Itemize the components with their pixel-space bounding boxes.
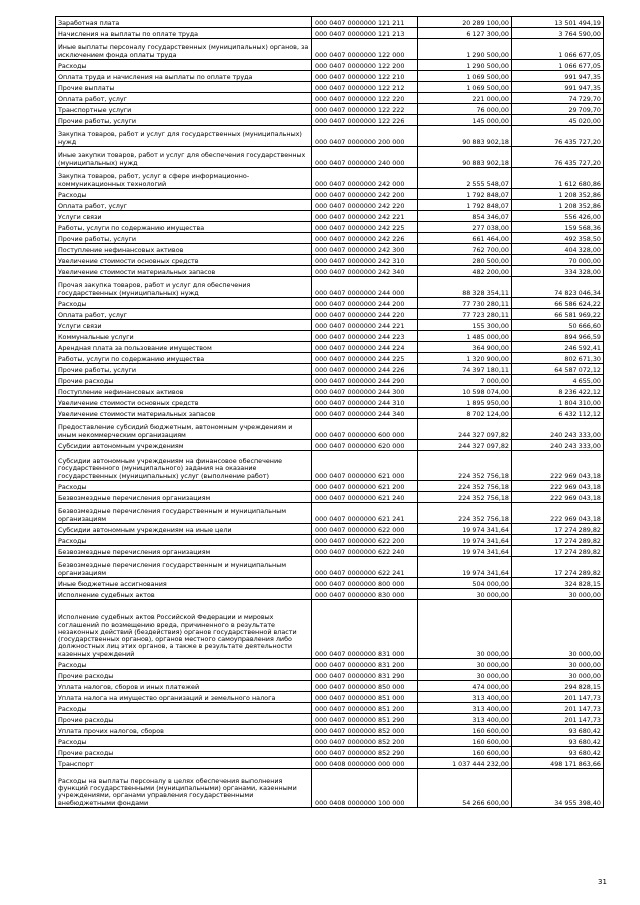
row-name: Уплата прочих налогов, сборов bbox=[56, 725, 312, 736]
row-executed-amount: 66 586 624,22 bbox=[512, 298, 604, 309]
row-plan-amount: 1 290 500,00 bbox=[418, 60, 512, 71]
row-name: Иные выплаты персоналу государственных (муниципальных) органов, за исключением фонда оплаты труда bbox=[56, 39, 312, 60]
row-executed-amount: 1 804 310,00 bbox=[512, 397, 604, 408]
row-name: Иные бюджетные ассигнования bbox=[56, 578, 312, 589]
row-code: 000 0407 0000000 244 220 bbox=[312, 309, 418, 320]
table-row bbox=[56, 222, 604, 233]
row-plan-amount: 221 000,00 bbox=[418, 93, 512, 104]
row-executed-amount: 324 828,15 bbox=[512, 578, 604, 589]
row-code: 000 0407 0000000 244 290 bbox=[312, 375, 418, 386]
row-code: 000 0407 0000000 244 225 bbox=[312, 353, 418, 364]
row-executed-amount: 29 709,70 bbox=[512, 104, 604, 115]
table-row bbox=[56, 703, 604, 714]
row-code: 000 0407 0000000 831 290 bbox=[312, 670, 418, 681]
row-code: 000 0407 0000000 244 340 bbox=[312, 408, 418, 419]
table-row bbox=[56, 298, 604, 309]
table-row bbox=[56, 82, 604, 93]
table-row bbox=[56, 714, 604, 725]
row-plan-amount: 762 700,00 bbox=[418, 244, 512, 255]
page-number: 31 bbox=[598, 878, 607, 886]
row-code: 000 0407 0000000 242 200 bbox=[312, 189, 418, 200]
row-code: 000 0407 0000000 242 220 bbox=[312, 200, 418, 211]
row-code: 000 0407 0000000 831 000 bbox=[312, 600, 418, 659]
table-row bbox=[56, 578, 604, 589]
row-executed-amount: 93 680,42 bbox=[512, 725, 604, 736]
table-row bbox=[56, 277, 604, 298]
row-executed-amount: 240 243 333,00 bbox=[512, 440, 604, 451]
table-row bbox=[56, 71, 604, 82]
row-code: 000 0407 0000000 244 226 bbox=[312, 364, 418, 375]
row-code: 000 0407 0000000 621 000 bbox=[312, 451, 418, 481]
row-name: Прочие расходы bbox=[56, 670, 312, 681]
row-code: 000 0407 0000000 244 200 bbox=[312, 298, 418, 309]
row-executed-amount: 93 680,42 bbox=[512, 747, 604, 758]
row-plan-amount: 6 127 300,00 bbox=[418, 28, 512, 39]
table-row bbox=[56, 104, 604, 115]
row-name: Безвозмездные перечисления государственным и муниципальным организациям bbox=[56, 557, 312, 578]
table-row bbox=[56, 17, 604, 28]
table-row bbox=[56, 589, 604, 600]
table-row bbox=[56, 309, 604, 320]
row-code: 000 0407 0000000 242 300 bbox=[312, 244, 418, 255]
row-plan-amount: 10 598 074,00 bbox=[418, 386, 512, 397]
row-executed-amount: 17 274 289,82 bbox=[512, 546, 604, 557]
row-code: 000 0407 0000000 122 226 bbox=[312, 115, 418, 126]
row-code: 000 0407 0000000 244 223 bbox=[312, 331, 418, 342]
table-row bbox=[56, 147, 604, 168]
row-executed-amount: 201 147,73 bbox=[512, 692, 604, 703]
row-plan-amount: 1 792 848,07 bbox=[418, 200, 512, 211]
row-plan-amount: 1 290 500,00 bbox=[418, 39, 512, 60]
row-plan-amount: 313 400,00 bbox=[418, 692, 512, 703]
row-plan-amount: 160 600,00 bbox=[418, 725, 512, 736]
row-executed-amount: 222 969 043,18 bbox=[512, 503, 604, 524]
row-name: Прочие расходы bbox=[56, 714, 312, 725]
table-row bbox=[56, 535, 604, 546]
row-code: 000 0407 0000000 242 226 bbox=[312, 233, 418, 244]
row-name: Исполнение судебных актов Российской Федерации и мировых соглашений по возмещению вреда, причиненного в результате незаконных действий (бездействия) органов государственной власти (государственных органов), органов местного самоуправления либо должностных лиц этих органов, а также в результате деятельности казенных учреждений bbox=[56, 600, 312, 659]
table-row bbox=[56, 524, 604, 535]
row-plan-amount: 224 352 756,18 bbox=[418, 492, 512, 503]
row-name: Расходы bbox=[56, 189, 312, 200]
table-row bbox=[56, 769, 604, 808]
row-executed-amount: 93 680,42 bbox=[512, 736, 604, 747]
table-row bbox=[56, 244, 604, 255]
table-row bbox=[56, 364, 604, 375]
table-row bbox=[56, 353, 604, 364]
row-executed-amount: 74 729,70 bbox=[512, 93, 604, 104]
row-executed-amount: 76 435 727,20 bbox=[512, 147, 604, 168]
table-row bbox=[56, 736, 604, 747]
table-row bbox=[56, 681, 604, 692]
row-name: Увеличение стоимости основных средств bbox=[56, 255, 312, 266]
row-code: 000 0407 0000000 851 000 bbox=[312, 692, 418, 703]
row-name: Субсидии автономным учреждениям bbox=[56, 440, 312, 451]
row-executed-amount: 1 066 677,05 bbox=[512, 60, 604, 71]
row-executed-amount: 76 435 727,20 bbox=[512, 126, 604, 147]
row-name: Уплата налогов, сборов и иных платежей bbox=[56, 681, 312, 692]
row-name: Услуги связи bbox=[56, 211, 312, 222]
row-plan-amount: 854 346,07 bbox=[418, 211, 512, 222]
row-executed-amount: 17 274 289,82 bbox=[512, 524, 604, 535]
row-plan-amount: 19 974 341,64 bbox=[418, 557, 512, 578]
row-executed-amount: 70 000,00 bbox=[512, 255, 604, 266]
row-executed-amount: 66 581 969,22 bbox=[512, 309, 604, 320]
row-executed-amount: 201 147,73 bbox=[512, 703, 604, 714]
row-plan-amount: 19 974 341,64 bbox=[418, 524, 512, 535]
row-plan-amount: 76 000,00 bbox=[418, 104, 512, 115]
row-code: 000 0407 0000000 852 000 bbox=[312, 725, 418, 736]
row-name: Расходы bbox=[56, 535, 312, 546]
row-code: 000 0407 0000000 620 000 bbox=[312, 440, 418, 451]
row-code: 000 0407 0000000 242 310 bbox=[312, 255, 418, 266]
row-plan-amount: 474 000,00 bbox=[418, 681, 512, 692]
row-name: Увеличение стоимости основных средств bbox=[56, 397, 312, 408]
row-name: Расходы bbox=[56, 60, 312, 71]
row-executed-amount: 17 274 289,82 bbox=[512, 557, 604, 578]
row-name: Работы, услуги по содержанию имущества bbox=[56, 353, 312, 364]
table-row bbox=[56, 440, 604, 451]
row-name: Оплата работ, услуг bbox=[56, 93, 312, 104]
row-executed-amount: 404 328,00 bbox=[512, 244, 604, 255]
row-name: Увеличение стоимости материальных запасов bbox=[56, 266, 312, 277]
row-executed-amount: 3 764 590,00 bbox=[512, 28, 604, 39]
row-plan-amount: 504 000,00 bbox=[418, 578, 512, 589]
row-plan-amount: 19 974 341,64 bbox=[418, 546, 512, 557]
row-name: Прочие расходы bbox=[56, 747, 312, 758]
row-executed-amount: 30 000,00 bbox=[512, 600, 604, 659]
row-name: Оплата работ, услуг bbox=[56, 309, 312, 320]
row-plan-amount: 1 069 500,00 bbox=[418, 71, 512, 82]
row-code: 000 0407 0000000 242 221 bbox=[312, 211, 418, 222]
table-row bbox=[56, 386, 604, 397]
row-plan-amount: 90 883 902,18 bbox=[418, 126, 512, 147]
row-executed-amount: 13 501 494,19 bbox=[512, 17, 604, 28]
row-code: 000 0407 0000000 622 241 bbox=[312, 557, 418, 578]
row-code: 000 0407 0000000 831 200 bbox=[312, 659, 418, 670]
row-code: 000 0407 0000000 622 200 bbox=[312, 535, 418, 546]
row-code: 000 0407 0000000 851 200 bbox=[312, 703, 418, 714]
table-row bbox=[56, 189, 604, 200]
row-name: Оплата труда и начисления на выплаты по оплате труда bbox=[56, 71, 312, 82]
row-code: 000 0407 0000000 244 310 bbox=[312, 397, 418, 408]
row-plan-amount: 160 600,00 bbox=[418, 736, 512, 747]
row-code: 000 0407 0000000 242 340 bbox=[312, 266, 418, 277]
row-plan-amount: 77 723 280,11 bbox=[418, 309, 512, 320]
row-plan-amount: 30 000,00 bbox=[418, 600, 512, 659]
row-code: 000 0407 0000000 850 000 bbox=[312, 681, 418, 692]
table-row bbox=[56, 320, 604, 331]
row-plan-amount: 20 289 100,00 bbox=[418, 17, 512, 28]
row-executed-amount: 991 947,35 bbox=[512, 82, 604, 93]
row-executed-amount: 17 274 289,82 bbox=[512, 535, 604, 546]
row-name: Субсидии автономным учреждениям на иные цели bbox=[56, 524, 312, 535]
table-row bbox=[56, 115, 604, 126]
row-executed-amount: 1 208 352,86 bbox=[512, 189, 604, 200]
row-name: Расходы bbox=[56, 481, 312, 492]
row-executed-amount: 222 969 043,18 bbox=[512, 492, 604, 503]
row-executed-amount: 30 000,00 bbox=[512, 670, 604, 681]
row-code: 000 0407 0000000 122 210 bbox=[312, 71, 418, 82]
row-name: Субсидии автономным учреждениям на финансовое обеспечение государственного (муниципального) задания на оказание государственных (муниципальных) услуг (выполнение работ) bbox=[56, 451, 312, 481]
budget-table bbox=[55, 16, 604, 808]
table-row bbox=[56, 659, 604, 670]
row-executed-amount: 246 592,41 bbox=[512, 342, 604, 353]
row-code: 000 0407 0000000 621 240 bbox=[312, 492, 418, 503]
row-code: 000 0407 0000000 621 200 bbox=[312, 481, 418, 492]
table-row bbox=[56, 266, 604, 277]
row-code: 000 0407 0000000 200 000 bbox=[312, 126, 418, 147]
row-name: Транспорт bbox=[56, 758, 312, 769]
row-executed-amount: 492 358,50 bbox=[512, 233, 604, 244]
row-executed-amount: 498 171 863,66 bbox=[512, 758, 604, 769]
row-name: Услуги связи bbox=[56, 320, 312, 331]
row-executed-amount: 201 147,73 bbox=[512, 714, 604, 725]
row-plan-amount: 277 038,00 bbox=[418, 222, 512, 233]
row-code: 000 0407 0000000 121 213 bbox=[312, 28, 418, 39]
row-plan-amount: 482 200,00 bbox=[418, 266, 512, 277]
row-name: Безвозмездные перечисления организациям bbox=[56, 546, 312, 557]
row-executed-amount: 1 208 352,86 bbox=[512, 200, 604, 211]
row-name: Прочие работы, услуги bbox=[56, 364, 312, 375]
row-name: Прочие работы, услуги bbox=[56, 115, 312, 126]
table-row bbox=[56, 692, 604, 703]
row-name: Безвозмездные перечисления государственным и муниципальным организациям bbox=[56, 503, 312, 524]
row-name: Прочие работы, услуги bbox=[56, 233, 312, 244]
row-plan-amount: 54 266 600,00 bbox=[418, 769, 512, 808]
row-name: Расходы bbox=[56, 736, 312, 747]
row-executed-amount: 222 969 043,18 bbox=[512, 451, 604, 481]
row-code: 000 0407 0000000 122 220 bbox=[312, 93, 418, 104]
row-plan-amount: 364 900,00 bbox=[418, 342, 512, 353]
row-code: 000 0407 0000000 242 225 bbox=[312, 222, 418, 233]
table-row bbox=[56, 168, 604, 189]
row-plan-amount: 8 702 124,00 bbox=[418, 408, 512, 419]
row-executed-amount: 1 066 677,05 bbox=[512, 39, 604, 60]
row-executed-amount: 45 020,00 bbox=[512, 115, 604, 126]
table-row bbox=[56, 211, 604, 222]
row-executed-amount: 240 243 333,00 bbox=[512, 419, 604, 440]
row-code: 000 0407 0000000 852 290 bbox=[312, 747, 418, 758]
row-plan-amount: 77 730 280,11 bbox=[418, 298, 512, 309]
row-plan-amount: 280 500,00 bbox=[418, 255, 512, 266]
row-code: 000 0407 0000000 622 240 bbox=[312, 546, 418, 557]
row-name: Закупка товаров, работ, услуг в сфере информационно-коммуникационных технологий bbox=[56, 168, 312, 189]
row-name: Расходы на выплаты персоналу в целях обеспечения выполнения функций государственными (муниципальными) органами, казенными учреждениями, органами управления государственными внебюджетными фондами bbox=[56, 769, 312, 808]
row-code: 000 0407 0000000 244 224 bbox=[312, 342, 418, 353]
row-code: 000 0407 0000000 244 000 bbox=[312, 277, 418, 298]
row-plan-amount: 313 400,00 bbox=[418, 714, 512, 725]
row-plan-amount: 1 069 500,00 bbox=[418, 82, 512, 93]
table-row bbox=[56, 39, 604, 60]
row-executed-amount: 4 655,00 bbox=[512, 375, 604, 386]
row-plan-amount: 145 000,00 bbox=[418, 115, 512, 126]
table-row bbox=[56, 546, 604, 557]
budget-table-body bbox=[56, 17, 604, 808]
row-plan-amount: 30 000,00 bbox=[418, 589, 512, 600]
row-plan-amount: 661 464,00 bbox=[418, 233, 512, 244]
row-name: Увеличение стоимости материальных запасов bbox=[56, 408, 312, 419]
row-executed-amount: 6 432 112,12 bbox=[512, 408, 604, 419]
row-name: Расходы bbox=[56, 298, 312, 309]
row-plan-amount: 1 895 950,00 bbox=[418, 397, 512, 408]
row-code: 000 0407 0000000 122 212 bbox=[312, 82, 418, 93]
row-executed-amount: 991 947,35 bbox=[512, 71, 604, 82]
row-name: Иные закупки товаров, работ и услуг для обеспечения государственных (муниципальных) нужд bbox=[56, 147, 312, 168]
row-name: Арендная плата за пользование имуществом bbox=[56, 342, 312, 353]
row-plan-amount: 224 352 756,18 bbox=[418, 451, 512, 481]
row-executed-amount: 334 328,00 bbox=[512, 266, 604, 277]
row-code: 000 0407 0000000 122 200 bbox=[312, 60, 418, 71]
table-row bbox=[56, 60, 604, 71]
row-executed-amount: 30 000,00 bbox=[512, 589, 604, 600]
row-name: Начисления на выплаты по оплате труда bbox=[56, 28, 312, 39]
row-plan-amount: 1 792 848,07 bbox=[418, 189, 512, 200]
row-plan-amount: 313 400,00 bbox=[418, 703, 512, 714]
row-plan-amount: 244 327 097,82 bbox=[418, 419, 512, 440]
row-code: 000 0407 0000000 121 211 bbox=[312, 17, 418, 28]
row-name: Безвозмездные перечисления организациям bbox=[56, 492, 312, 503]
row-code: 000 0407 0000000 244 300 bbox=[312, 386, 418, 397]
table-row bbox=[56, 126, 604, 147]
table-row bbox=[56, 451, 604, 481]
table-row bbox=[56, 200, 604, 211]
table-row bbox=[56, 342, 604, 353]
row-name: Коммунальные услуги bbox=[56, 331, 312, 342]
row-plan-amount: 30 000,00 bbox=[418, 659, 512, 670]
table-row bbox=[56, 481, 604, 492]
table-row bbox=[56, 93, 604, 104]
row-plan-amount: 19 974 341,64 bbox=[418, 535, 512, 546]
row-code: 000 0407 0000000 800 000 bbox=[312, 578, 418, 589]
row-plan-amount: 74 397 180,11 bbox=[418, 364, 512, 375]
row-plan-amount: 155 300,00 bbox=[418, 320, 512, 331]
row-executed-amount: 222 969 043,18 bbox=[512, 481, 604, 492]
row-executed-amount: 802 671,30 bbox=[512, 353, 604, 364]
row-name: Закупка товаров, работ и услуг для государственных (муниципальных) нужд bbox=[56, 126, 312, 147]
row-executed-amount: 30 000,00 bbox=[512, 659, 604, 670]
row-plan-amount: 160 600,00 bbox=[418, 747, 512, 758]
row-executed-amount: 556 426,00 bbox=[512, 211, 604, 222]
row-name: Уплата налога на имущество организаций и земельного налога bbox=[56, 692, 312, 703]
row-code: 000 0407 0000000 244 221 bbox=[312, 320, 418, 331]
row-plan-amount: 30 000,00 bbox=[418, 670, 512, 681]
row-name: Прочая закупка товаров, работ и услуг для обеспечения государственных (муниципальных) нужд bbox=[56, 277, 312, 298]
table-row bbox=[56, 492, 604, 503]
row-name: Прочие выплаты bbox=[56, 82, 312, 93]
row-executed-amount: 34 955 398,40 bbox=[512, 769, 604, 808]
table-row bbox=[56, 747, 604, 758]
row-plan-amount: 1 320 900,00 bbox=[418, 353, 512, 364]
row-executed-amount: 74 823 046,34 bbox=[512, 277, 604, 298]
table-row bbox=[56, 331, 604, 342]
table-row bbox=[56, 557, 604, 578]
row-code: 000 0407 0000000 621 241 bbox=[312, 503, 418, 524]
row-plan-amount: 244 327 097,82 bbox=[418, 440, 512, 451]
row-plan-amount: 7 000,00 bbox=[418, 375, 512, 386]
row-code: 000 0407 0000000 242 000 bbox=[312, 168, 418, 189]
row-name: Работы, услуги по содержанию имущества bbox=[56, 222, 312, 233]
row-code: 000 0407 0000000 852 200 bbox=[312, 736, 418, 747]
table-row bbox=[56, 233, 604, 244]
row-code: 000 0408 0000000 100 000 bbox=[312, 769, 418, 808]
row-name: Заработная плата bbox=[56, 17, 312, 28]
row-executed-amount: 294 828,15 bbox=[512, 681, 604, 692]
row-code: 000 0408 0000000 000 000 bbox=[312, 758, 418, 769]
table-row bbox=[56, 725, 604, 736]
table-row bbox=[56, 503, 604, 524]
row-name: Прочие расходы bbox=[56, 375, 312, 386]
row-code: 000 0407 0000000 600 000 bbox=[312, 419, 418, 440]
row-plan-amount: 1 485 000,00 bbox=[418, 331, 512, 342]
table-row bbox=[56, 670, 604, 681]
row-plan-amount: 90 883 902,18 bbox=[418, 147, 512, 168]
row-plan-amount: 2 555 548,07 bbox=[418, 168, 512, 189]
row-executed-amount: 8 236 422,12 bbox=[512, 386, 604, 397]
row-name: Исполнение судебных актов bbox=[56, 589, 312, 600]
row-executed-amount: 159 568,36 bbox=[512, 222, 604, 233]
row-name: Поступление нефинансовых активов bbox=[56, 244, 312, 255]
row-name: Предоставление субсидий бюджетным, автономным учреждениям и иным некоммерческим организациям bbox=[56, 419, 312, 440]
row-code: 000 0407 0000000 851 290 bbox=[312, 714, 418, 725]
row-plan-amount: 224 352 756,18 bbox=[418, 481, 512, 492]
table-row bbox=[56, 397, 604, 408]
table-row bbox=[56, 375, 604, 386]
row-code: 000 0407 0000000 122 000 bbox=[312, 39, 418, 60]
row-name: Поступление нефинансовых активов bbox=[56, 386, 312, 397]
row-name: Оплата работ, услуг bbox=[56, 200, 312, 211]
row-plan-amount: 88 328 354,11 bbox=[418, 277, 512, 298]
table-row bbox=[56, 419, 604, 440]
row-name: Транспортные услуги bbox=[56, 104, 312, 115]
table-row bbox=[56, 255, 604, 266]
table-row bbox=[56, 408, 604, 419]
row-plan-amount: 224 352 756,18 bbox=[418, 503, 512, 524]
row-code: 000 0407 0000000 830 000 bbox=[312, 589, 418, 600]
table-row bbox=[56, 758, 604, 769]
row-executed-amount: 50 666,60 bbox=[512, 320, 604, 331]
table-row bbox=[56, 600, 604, 659]
table-row bbox=[56, 28, 604, 39]
row-executed-amount: 1 612 680,86 bbox=[512, 168, 604, 189]
row-code: 000 0407 0000000 240 000 bbox=[312, 147, 418, 168]
row-name: Расходы bbox=[56, 703, 312, 714]
row-executed-amount: 894 966,59 bbox=[512, 331, 604, 342]
budget-report-sheet bbox=[55, 16, 603, 808]
row-executed-amount: 64 587 072,12 bbox=[512, 364, 604, 375]
row-code: 000 0407 0000000 122 222 bbox=[312, 104, 418, 115]
row-code: 000 0407 0000000 622 000 bbox=[312, 524, 418, 535]
row-name: Расходы bbox=[56, 659, 312, 670]
row-plan-amount: 1 037 444 232,00 bbox=[418, 758, 512, 769]
